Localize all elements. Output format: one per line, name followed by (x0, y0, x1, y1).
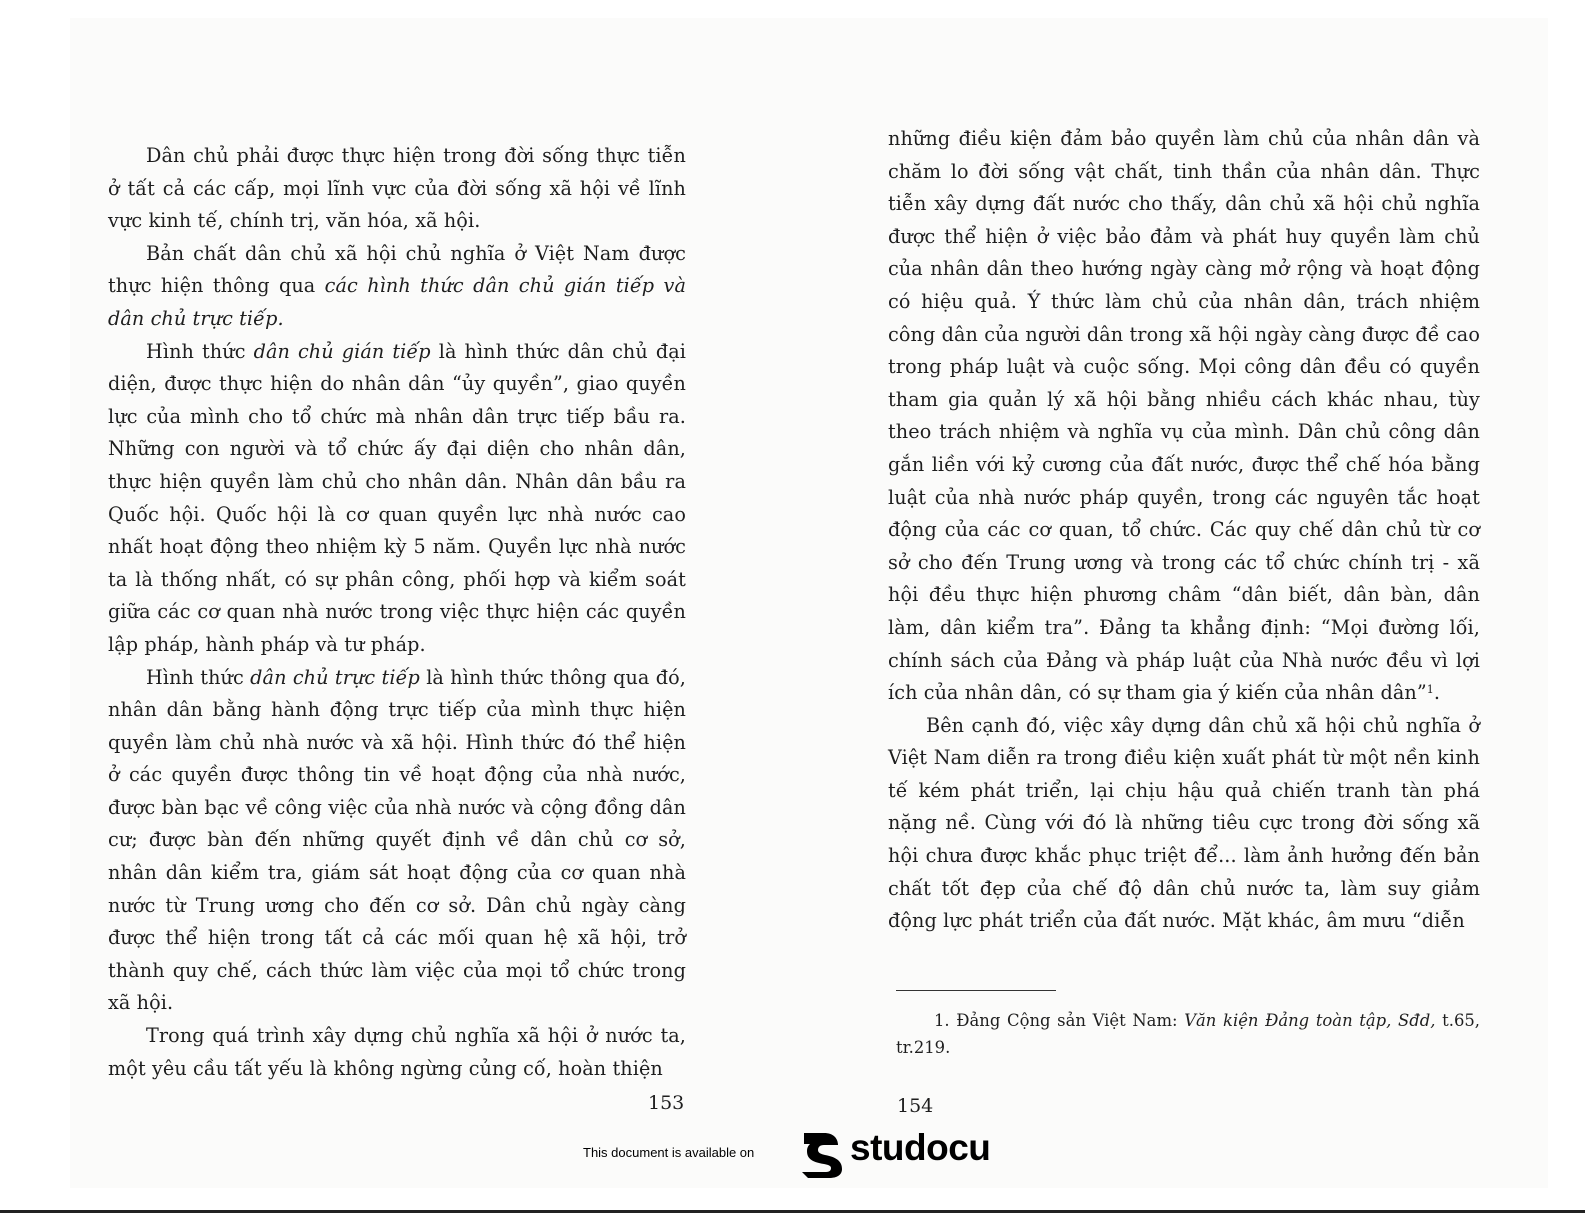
studocu-logo-text[interactable]: studocu (850, 1127, 991, 1168)
text-run: Dân chủ phải được thực hiện trong đời sống thực tiễn ở tất cả các cấp, mọi lĩnh vực của đời sống xã hội về lĩnh vực kinh tế, chính trị, văn hóa, xã hội. (108, 144, 686, 233)
italic-text: dân chủ gián tiếp (253, 339, 431, 363)
footnote-text (896, 1007, 1480, 1061)
italic-text: các hình thức dân chủ gián tiếp và dân chủ trực tiếp. (108, 274, 686, 330)
paragraph (108, 336, 686, 662)
text-run: . (1433, 681, 1441, 705)
right-page-body (888, 123, 1480, 938)
text-run: những điều kiện đảm bảo quyền làm chủ của nhân dân và chăm lo đời sống vật chất, tinh thần của nhân dân. Thực tiễn xây dựng đất nước cho thấy, dân chủ xã hội chủ nghĩa được thể hiện ở việc bảo đảm và phát huy quyền làm chủ của nhân dân theo hướng ngày càng mở rộng và hoạt động có hiệu quả. Ý thức làm chủ của nhân dân, trách nhiệm công dân của người dân trong xã hội ngày càng được đề cao trong pháp luật và cuộc sống. Mọi công dân đều có quyền tham gia quản lý xã hội bằng nhiều cách khác nhau, tùy theo trách nhiệm và nghĩa vụ của mình. Dân chủ công dân gắn liền với kỷ cương của đất nước, được thể chế hóa bằng luật của nhà nước pháp quyền, trong các nguyên tắc hoạt động của các cơ quan, tổ chức. Các quy chế dân chủ từ cơ sở cho đến Trung ương và trong các tổ chức chính trị - xã hội đều thực hiện phương châm “dân biết, dân bàn, dân làm, dân kiểm tra”. Đảng ta khẳng định: “Mọi đường lối, chính sách của Đảng và pháp luật của Nhà nước đều vì lợi ích của nhân dân, có sự tham gia ý kiến của nhân dân” (888, 127, 1480, 705)
text-run: Bên cạnh đó, việc xây dựng dân chủ xã hội chủ nghĩa ở Việt Nam diễn ra trong điều kiện xuất phát từ một nền kinh tế kém phát triển, lại chịu hậu quả chiến tranh tàn phá nặng nề. Cùng với đó là những tiêu cực trong đời sống xã hội chưa được khắc phục triệt để... làm ảnh hưởng đến bản chất tốt đẹp của chế độ dân chủ nước ta, làm suy giảm động lực phát triển của đất nước. Mặt khác, âm mưu “diễn (888, 713, 1480, 933)
text-run: t.65, tr.219. (896, 1011, 1481, 1057)
page-number-left: 153 (648, 1092, 685, 1114)
text-run: là hình thức thông qua đó, nhân dân bằng hành động trực tiếp của mình thực hiện quyền làm chủ nhà nước và xã hội. Hình thức đó thể hiện ở các quyền được thông tin về hoạt động của nhà nước, được bàn bạc về công việc của nhà nước và cộng đồng dân cư; được bàn đến những quyết định về dân chủ cơ sở, nhân dân kiểm tra, giám sát hoạt động của cơ quan nhà nước từ Trung ương cho đến cơ sở. Dân chủ ngày càng được thể hiện trong tất cả các mối quan hệ xã hội, trở thành quy chế, cách thức làm việc của mọi tổ chức trong xã hội. (108, 665, 686, 1015)
paragraph (888, 123, 1480, 710)
text-run: Trong quá trình xây dựng chủ nghĩa xã hội ở nước ta, một yêu cầu tất yếu là không ngừng củng cố, hoàn thiện (108, 1024, 686, 1080)
left-page-body (108, 140, 686, 1085)
paragraph (108, 662, 686, 1021)
text-run: 1. Đảng Cộng sản Việt Nam: (934, 1011, 1185, 1030)
studocu-logo-icon[interactable] (798, 1129, 846, 1179)
bottom-border (0, 1210, 1585, 1213)
text-run: Hình thức (146, 665, 251, 689)
paragraph (888, 710, 1480, 938)
paragraph (108, 238, 686, 336)
paragraph (108, 140, 686, 238)
banner-available-text: This document is available on (583, 1145, 755, 1160)
footnote (896, 1007, 1480, 1061)
text-run: Bản chất dân chủ xã hội chủ nghĩa ở Việt Nam được thực hiện thông qua (108, 241, 686, 298)
page-number-right: 154 (897, 1095, 934, 1117)
text-run: Hình thức (146, 339, 254, 363)
text-run: là hình thức dân chủ đại diện, được thực hiện do nhân dân “ủy quyền”, giao quyền lực của mình cho tổ chức mà nhân dân trực tiếp bầu ra. Những con người và tổ chức ấy đại diện cho nhân dân, thực hiện quyền làm chủ cho nhân dân. Nhân dân bầu ra Quốc hội. Quốc hội là cơ quan quyền lực nhà nước cao nhất hoạt động theo nhiệm kỳ 5 năm. Quyền lực nhà nước ta là thống nhất, có sự phân công, phối hợp và kiểm soát giữa các cơ quan nhà nước trong việc thực hiện các quyền lập pháp, hành pháp và tư pháp. (108, 339, 686, 656)
italic-text: dân chủ trực tiếp (250, 665, 420, 689)
paragraph (108, 1020, 686, 1085)
italic-text: Văn kiện Đảng toàn tập, Sđd, (1184, 1011, 1436, 1030)
footnote-ref: 1 (1426, 683, 1434, 697)
footnote-divider (896, 990, 1056, 991)
